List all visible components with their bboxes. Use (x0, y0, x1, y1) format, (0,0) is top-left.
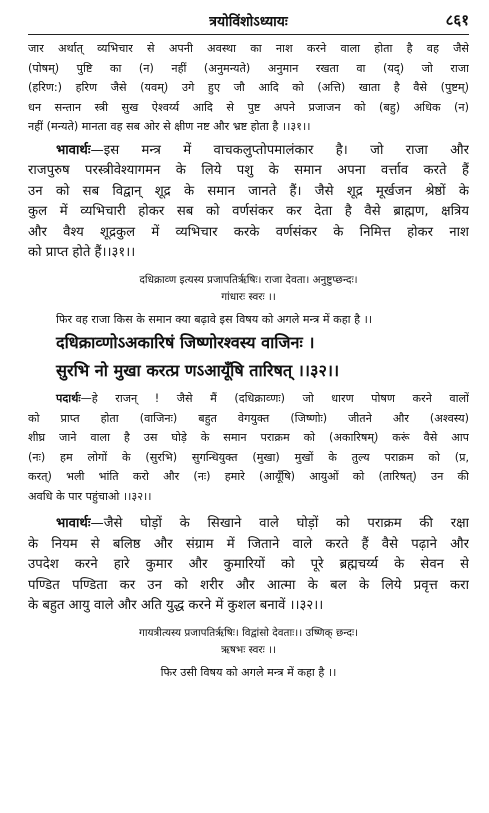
bhavarth-section-1 (28, 141, 469, 264)
text-line: के बहुत आयु वाले और अति युद्ध करने में कुशल बनावें ।।३२।। (28, 598, 324, 613)
text-line: को प्राप्त होते हैं।।३१।। (28, 245, 136, 260)
text-line (28, 389, 469, 409)
padarth-text: —हे राजन् ! जैसे मैं (दधिक्राव्णः) जो धारण पोषण करने वालों (80, 392, 469, 405)
text-line: (हरिण:) हरिण जैसे (यवम्) उगे हुए जौ आदि को (अत्ति) खाता है वैसे (पुष्टम्) (28, 81, 469, 94)
text-line: पण्डित पण्डिता कर उन को शरीर और आत्मा के बल के लिये प्रवृत्त करा (28, 577, 469, 593)
mantra-line-2: सुरभि नो मुखा करत्प्र णऽआयूँषि तारिषत् ।।३२।। (56, 361, 340, 380)
svara-line: ऋषभः स्वरः ।। (221, 643, 276, 656)
mantra-metadata-1 (28, 272, 469, 306)
rishi-devata-line: गायत्रीत्यस्य प्रजापतिर्ऋषिः। विद्वांसो देवताः।। उष्णिक् छन्दः। (138, 626, 359, 639)
text-line: को प्राप्त होता (वाजिनः) बहुत वेगयुक्त (जिष्णोः) जीतने और (अश्वस्य) (28, 411, 469, 425)
text-line: उन को सब विद्वान् शूद्र के समान जानते हैं। जैसे शूद्र मूर्खजन श्रेष्ठों के (28, 183, 469, 199)
text-line: शीघ्र जाने वाला है उस घोड़े के समान पराक्रम को (अकारिषम्) करूं वैसे आप (28, 431, 469, 444)
intro-line-2 (28, 663, 469, 683)
bhavarth-section-2 (28, 514, 469, 617)
text-line: राजपुरुष परस्त्रीवेश्यागमन के लिये पशु के समान अपना वर्त्ताव करते हैं (28, 163, 469, 178)
text-line (28, 141, 469, 162)
text-line: करत्) भली भांति करो और (नः) हमारे (आयूँषि) आयुओं को (तारिषत्) उन की (28, 470, 469, 483)
text-line: कुल में व्यभिचारी होकर सब को वर्णसंकर कर देता है वैसे ब्राह्मण, क्षत्रिय (28, 204, 469, 219)
text-line: नहीं (मन्यते) मानता वह सब ओर से क्षीण नष्ट और भ्रष्ट होता है ।।३१।। (28, 120, 311, 133)
text-line: (नः) हम लोगों के (सुरभि) सुगन्धियुक्त (मुखा) मुखों के तुल्य पराक्रम को (प्र, (28, 450, 469, 464)
svara-line: गांधारः स्वरः ।। (221, 290, 276, 303)
text-line: अवधि के पार पहुंचाओ ।।३२।। (28, 489, 152, 503)
chapter-title: त्रयोविंशोऽध्यायः (209, 14, 288, 30)
bhavarth-label: भावार्थः (56, 516, 91, 531)
intro-text: फिर उसी विषय को अगले मन्त्र में कहा है ।। (160, 665, 337, 679)
text-line: और वैश्य शूद्रकुल में व्यभिचार करके वर्णसंकर के निमित्त होकर नाश (28, 224, 469, 240)
bhavarth-text: —जैसे घोड़ों के सिखाने वाले घोड़ों को पराक्रम की रक्षा (90, 516, 469, 531)
rishi-devata-line: दधिक्राव्ण इत्यस्य प्रजापतिर्ऋषिः। राजा देवता। अनुष्टुप्छन्दः। (139, 273, 358, 286)
mantra-verse (28, 329, 469, 385)
mantra-metadata-2 (28, 625, 469, 659)
text-line: (पोषम्) पुष्टि का (न) नहीं (अनुमन्यते) अनुमान रखता वा (यद्) जो राजा (28, 61, 469, 75)
paragraph-top (28, 39, 469, 137)
text-line: धन सन्तान स्त्री सुख ऐश्वर्य्य आदि से पुष्ट अपने प्रजाजन को (बहु) अधिक (न) (28, 100, 469, 114)
intro-text: फिर वह राजा किस के समान क्या बढ़ावे इस विषय को अगले मन्त्र में कहा है ।। (56, 312, 373, 326)
padarth-label: पदार्थः (56, 392, 81, 405)
text-line: जार अर्थात् व्यभिचार से अपनी अवस्था का नाश करने वाला होता है वह जैसे (28, 42, 469, 55)
text-line: के नियम से बलिष्ठ और संग्राम में जिताने वाले करते हैं वैसे पढ़ाने और (28, 536, 469, 552)
mantra-line-1: दधिक्राव्णोऽअकारिषं जिष्णोरश्वस्य वाजिनः । (56, 333, 315, 352)
bhavarth-label: भावार्थः (56, 142, 91, 158)
page-number: ८६१ (445, 11, 469, 29)
page-header (28, 6, 469, 35)
text-line: उपदेश करने हारे कुमार और कुमारियों को पूरे ब्रह्मचर्य्य के सेवन से (28, 557, 469, 572)
padarth-section (28, 389, 469, 506)
intro-line-1 (28, 310, 469, 330)
bhavarth-text: —इस मन्त्र में वाचकलुप्तोपमालंकार है। जो राजा और (90, 142, 469, 158)
text-line (28, 514, 469, 535)
